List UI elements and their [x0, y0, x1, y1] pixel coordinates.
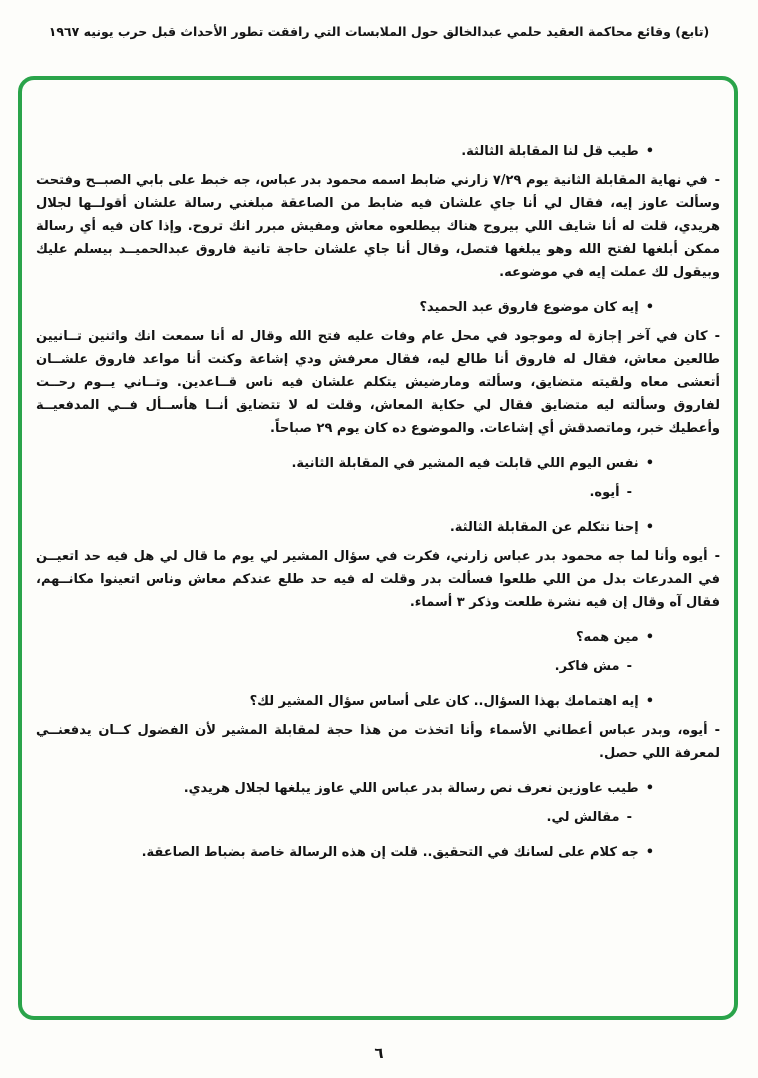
- answer-item: [36, 169, 720, 284]
- question-bullet-marker: •: [645, 300, 654, 315]
- transcript: [36, 140, 720, 864]
- question-item: [36, 296, 720, 319]
- answer-item: [36, 325, 720, 440]
- page-number: ٦: [374, 1044, 384, 1062]
- question-text: نفس اليوم اللي قابلت فيه المشير في المقابلة الثانية.: [291, 456, 639, 471]
- question-item: [36, 140, 720, 163]
- answer-item: [36, 719, 720, 765]
- question-text: مين همه؟: [575, 630, 639, 645]
- answer-text: أيوه وأنا لما جه محمود بدر عباس زارني، فكرت في سؤال المشير لي يوم ما قال لي هل فيه حد اتعيــن في المدرعات بدل من اللي طلعوا فسألت بدر وقلت له فيه حد طلع عندكم معاش وناس اتعينوا مكانــهم، فقال آه وقال إن فيه نشرة طلعت وذكر ٣ أسماء.: [36, 549, 720, 610]
- answer-item: [36, 545, 720, 614]
- question-item: [36, 841, 720, 864]
- answer-text: مش فاكر.: [554, 659, 620, 674]
- question-bullet-marker: •: [645, 630, 654, 645]
- answer-item: [36, 481, 720, 504]
- content-frame: [18, 76, 738, 1020]
- question-bullet-marker: •: [645, 144, 654, 159]
- answer-text: مقالش لي.: [546, 810, 620, 825]
- answer-text: كان في آخر إجازة له وموجود في محل عام وفات عليه فتح الله وقال له أنا سمعت انك واثنين تــانيين طالعين معاش، فقال له فاروق أنا طالع ليه، فقال معرفش ودي إشاعة وكنت أنا مواعد فاروق علشــان أتعشى معاه ولقيته متضايق، وسألته ومارضيش يتكلم علشان فيه ناس قــاعدين. وتــاني يــوم رحــت لفاروق وسألته ليه متضايق فقال لي حكاية المعاش، وقلت له لا تتضايق أنــا هأســأل فــي المدفعيــة وأعطيك خبر، وماتصدقش أي إشاعات. والموضوع ده كان يوم ٢٩ صباحاً.: [36, 329, 720, 436]
- question-bullet-marker: •: [645, 781, 654, 796]
- answer-dash-marker: -: [626, 659, 632, 674]
- question-text: جه كلام على لسانك في التحقيق.. قلت إن هذه الرسالة خاصة بضباط الصاعقة.: [141, 845, 639, 860]
- answer-dash-marker: -: [714, 173, 720, 188]
- answer-dash-marker: -: [626, 485, 632, 500]
- question-text: طيب قل لنا المقابلة الثالثة.: [461, 144, 639, 159]
- answer-text: في نهاية المقابلة الثانية يوم ٧/٢٩ زارني ضابط اسمه محمود بدر عباس، جه خبط على بابي الصبــح وفتحت وسألت عاوز إيه، فقال لي أنا جاي علشان فيه ضابط من الصاعقة مبلغني رسالة علشان أقولــها لجلال هريدي، قلت له أنا شايف اللي بيروح هناك بيطلعوه معاش ومفيش مبرر انك تروح. وإذا كان فيه أي رسالة ممكن أبلغها لفتح الله وهو يبلغها فتصل، وقال أنا جاي علشان حاجة تانية فاروق عبدالحميــد بيسلم عليك وبيقول لك عملت إيه في موضوعه.: [36, 173, 720, 280]
- question-text: إحنا نتكلم عن المقابلة الثالثة.: [449, 520, 639, 535]
- question-bullet-marker: •: [645, 456, 654, 471]
- question-text: إيه اهتمامك بهذا السؤال.. كان على أساس سؤال المشير لك؟: [249, 694, 639, 709]
- page-header: (تابع) وقائع محاكمة العقيد حلمي عبدالخالق حول الملابسات التي رافقت تطور الأحداث قبل حرب يونيه ١٩٦٧: [48, 24, 710, 39]
- question-item: [36, 516, 720, 539]
- answer-dash-marker: -: [714, 549, 720, 564]
- answer-dash-marker: -: [714, 329, 720, 344]
- answer-text: أيوه، وبدر عباس أعطاني الأسماء وأنا اتخذت من هذا حجة لمقابلة المشير لأن الفضول كــان يدفعنــي لمعرفة اللي حصل.: [36, 723, 720, 761]
- question-bullet-marker: •: [645, 694, 654, 709]
- question-item: [36, 452, 720, 475]
- question-item: [36, 690, 720, 713]
- question-bullet-marker: •: [645, 520, 654, 535]
- answer-item: [36, 806, 720, 829]
- answer-dash-marker: -: [626, 810, 632, 825]
- question-text: طيب عاوزين نعرف نص رسالة بدر عباس اللي عاوز يبلغها لجلال هريدي.: [183, 781, 639, 796]
- question-item: [36, 626, 720, 649]
- question-bullet-marker: •: [645, 845, 654, 860]
- answer-item: [36, 655, 720, 678]
- question-text: إيه كان موضوع فاروق عبد الحميد؟: [419, 300, 639, 315]
- answer-dash-marker: -: [714, 723, 720, 738]
- question-item: [36, 777, 720, 800]
- answer-text: أيوه.: [589, 485, 620, 500]
